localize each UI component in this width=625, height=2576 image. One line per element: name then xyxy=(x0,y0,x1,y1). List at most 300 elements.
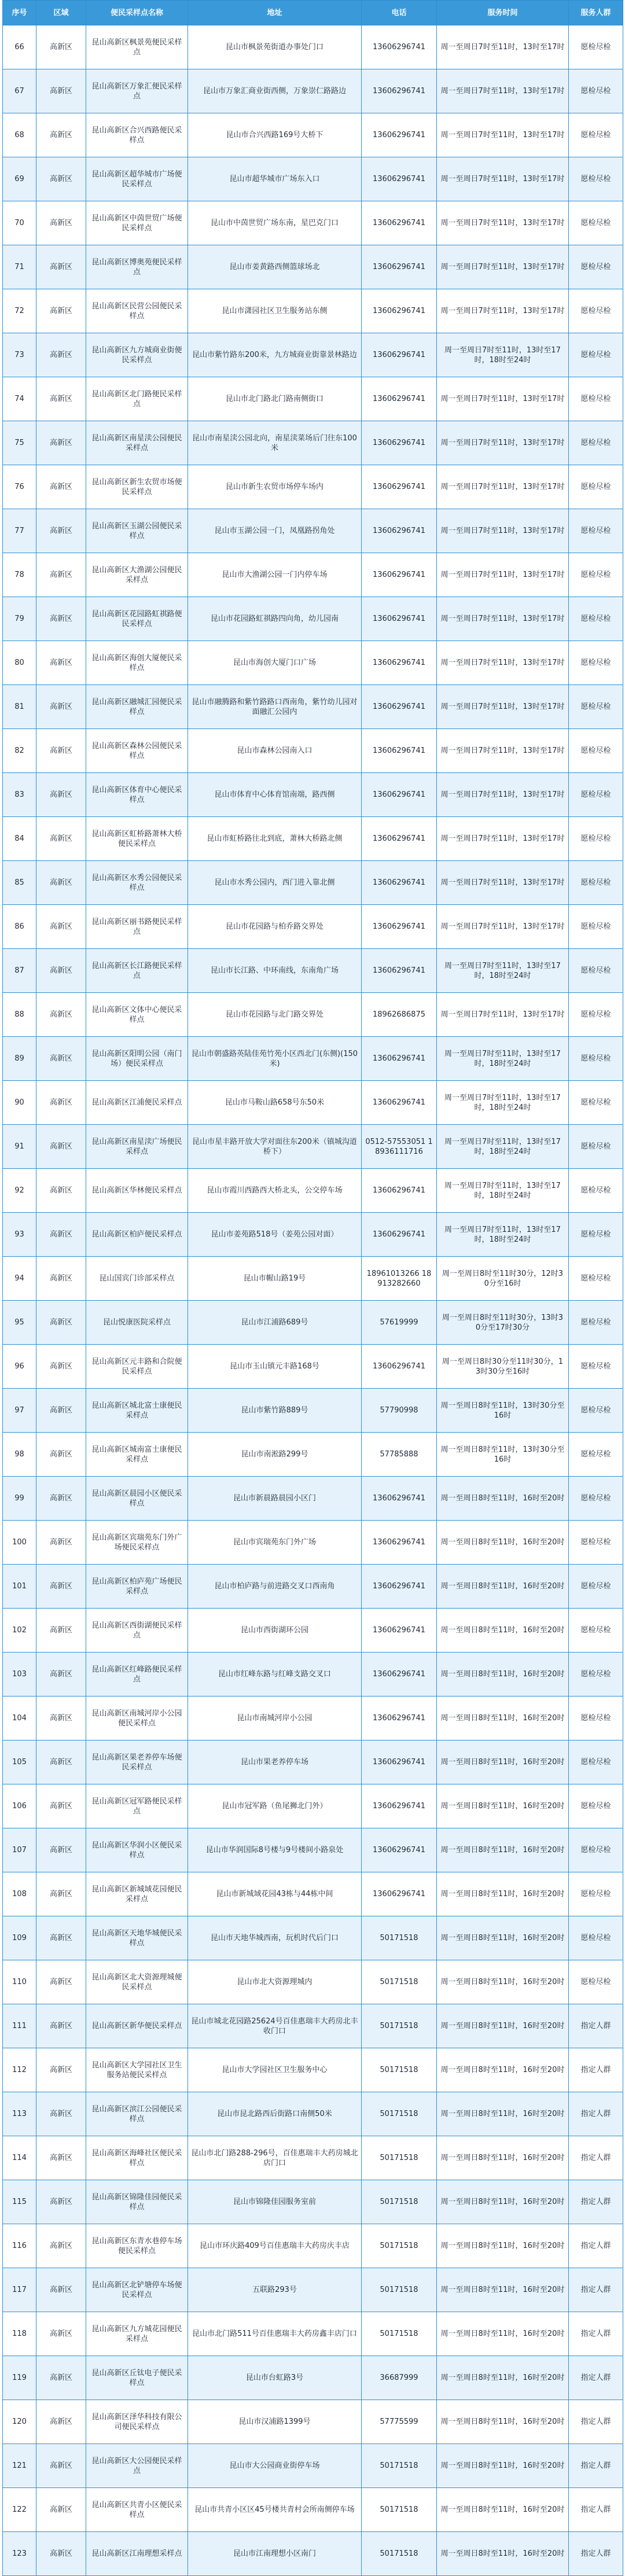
cell-phone: 13606296741 xyxy=(362,1740,437,1784)
table-row xyxy=(3,641,623,685)
table-row xyxy=(3,1960,623,2004)
cell-no: 109 xyxy=(3,1916,36,1960)
cell-phone: 13606296741 xyxy=(362,333,437,377)
cell-site-name: 昆山高新区大学园社区卫生服务站便民采样点 xyxy=(86,2048,188,2092)
cell-address: 昆山市大公园商业街停车场 xyxy=(188,2444,362,2488)
cell-service-group: 愿检尽检 xyxy=(569,1960,623,2004)
cell-area: 高新区 xyxy=(36,1521,86,1565)
cell-phone: 57790998 xyxy=(362,1389,437,1433)
cell-address: 昆山市潇园社区卫生服务站东侧 xyxy=(188,289,362,333)
cell-site-name: 昆山高新区新城域花园便民采样点 xyxy=(86,1872,188,1916)
cell-no: 99 xyxy=(3,1477,36,1521)
cell-area: 高新区 xyxy=(36,289,86,333)
cell-area: 高新区 xyxy=(36,69,86,113)
cell-site-name: 昆山高新区共青小区便民采样点 xyxy=(86,2488,188,2532)
cell-service-time: 周一至周日8时至11时，16时至20时 xyxy=(437,2444,569,2488)
cell-service-group: 愿检尽检 xyxy=(569,1653,623,1697)
cell-no: 67 xyxy=(3,69,36,113)
table-row xyxy=(3,1213,623,1257)
cell-service-group: 愿检尽检 xyxy=(569,1828,623,1872)
cell-no: 66 xyxy=(3,25,36,69)
cell-phone: 50171518 xyxy=(362,2224,437,2268)
cell-service-group: 指定人群 xyxy=(569,2004,623,2048)
cell-site-name: 昆山高新区元丰路和合院便民采样点 xyxy=(86,1345,188,1389)
cell-no: 78 xyxy=(3,553,36,597)
cell-no: 115 xyxy=(3,2180,36,2224)
cell-service-group: 指定人群 xyxy=(569,2136,623,2180)
cell-service-time: 周一至周日7时至11时，13时至17时 xyxy=(437,641,569,685)
cell-address: 昆山市合兴西路169号大桥下 xyxy=(188,113,362,157)
cell-address: 昆山市新晨路晨园小区门 xyxy=(188,1477,362,1521)
table-row xyxy=(3,2092,623,2136)
cell-no: 112 xyxy=(3,2048,36,2092)
cell-site-name: 昆山高新区宾瑞苑东门外广场便民采样点 xyxy=(86,1521,188,1565)
cell-area: 高新区 xyxy=(36,553,86,597)
cell-site-name: 昆山高新区柏庐便民采样点 xyxy=(86,1213,188,1257)
cell-service-group: 愿检尽检 xyxy=(569,1477,623,1521)
cell-area: 高新区 xyxy=(36,949,86,993)
cell-phone: 50171518 xyxy=(362,2048,437,2092)
cell-service-group: 愿检尽检 xyxy=(569,553,623,597)
cell-phone: 50171518 xyxy=(362,2004,437,2048)
cell-area: 高新区 xyxy=(36,1828,86,1872)
cell-service-group: 指定人群 xyxy=(569,2092,623,2136)
cell-service-group: 愿检尽检 xyxy=(569,69,623,113)
cell-area: 高新区 xyxy=(36,201,86,245)
cell-service-time: 周一至周日8时至11时，16时至20时 xyxy=(437,1477,569,1521)
cell-site-name: 昆山高新区北门路便民采样点 xyxy=(86,377,188,421)
cell-site-name: 昆山高新区西街湖便民采样点 xyxy=(86,1609,188,1653)
cell-no: 100 xyxy=(3,1521,36,1565)
cell-no: 95 xyxy=(3,1301,36,1345)
cell-service-group: 指定人群 xyxy=(569,2488,623,2532)
cell-service-group: 愿检尽检 xyxy=(569,861,623,905)
table-row xyxy=(3,2444,623,2488)
cell-phone: 18962686875 xyxy=(362,993,437,1037)
cell-service-group: 愿检尽检 xyxy=(569,1433,623,1477)
cell-service-time: 周一至周日8时至11时，16时至20时 xyxy=(437,1828,569,1872)
cell-site-name: 昆山悦康医院采样点 xyxy=(86,1301,188,1345)
cell-service-time: 周一至周日7时至11时，13时至17时 xyxy=(437,245,569,289)
cell-phone: 13606296741 xyxy=(362,1565,437,1609)
cell-address: 昆山市红峰东路与红峰支路交叉口 xyxy=(188,1653,362,1697)
table-row xyxy=(3,2312,623,2356)
cell-no: 75 xyxy=(3,421,36,465)
table-row xyxy=(3,1477,623,1521)
cell-address: 昆山市虹桥路往北到底，萧林大桥路北侧 xyxy=(188,817,362,861)
cell-area: 高新区 xyxy=(36,2400,86,2444)
table-row xyxy=(3,1565,623,1609)
cell-phone: 13606296741 xyxy=(362,949,437,993)
cell-address: 昆山市冠军路（鱼尾狮北门外） xyxy=(188,1784,362,1828)
cell-area: 高新区 xyxy=(36,1213,86,1257)
cell-address: 昆山市中茵世贸广场东南，星巴克门口 xyxy=(188,201,362,245)
cell-area: 高新区 xyxy=(36,641,86,685)
cell-phone: 18961013266 18913282660 xyxy=(362,1257,437,1301)
cell-area: 高新区 xyxy=(36,1872,86,1916)
cell-service-group: 愿检尽检 xyxy=(569,1565,623,1609)
cell-area: 高新区 xyxy=(36,1345,86,1389)
cell-service-time: 周一至周日8时至11时，13时30分至16时 xyxy=(437,1389,569,1433)
cell-phone: 13606296741 xyxy=(362,69,437,113)
cell-address: 昆山市海创大厦门口广场 xyxy=(188,641,362,685)
cell-no: 107 xyxy=(3,1828,36,1872)
cell-no: 120 xyxy=(3,2400,36,2444)
cell-phone: 13606296741 xyxy=(362,113,437,157)
cell-no: 84 xyxy=(3,817,36,861)
table-row xyxy=(3,113,623,157)
cell-site-name: 昆山高新区果老养停车场便民采样点 xyxy=(86,1740,188,1784)
cell-phone: 13606296741 xyxy=(362,1828,437,1872)
cell-service-time: 周一至周日7时至11时，13时至17时 xyxy=(437,729,569,773)
cell-service-group: 愿检尽检 xyxy=(569,949,623,993)
cell-site-name: 昆山高新区枫景苑便民采样点 xyxy=(86,25,188,69)
cell-no: 71 xyxy=(3,245,36,289)
table-body xyxy=(3,25,623,2576)
cell-area: 高新区 xyxy=(36,245,86,289)
cell-no: 86 xyxy=(3,905,36,949)
cell-no: 83 xyxy=(3,773,36,817)
cell-no: 74 xyxy=(3,377,36,421)
cell-site-name: 昆山高新区城南富士康便民采样点 xyxy=(86,1433,188,1477)
cell-service-group: 愿检尽检 xyxy=(569,597,623,641)
cell-site-name: 昆山高新区文体中心便民采样点 xyxy=(86,993,188,1037)
cell-no: 81 xyxy=(3,685,36,729)
table-row xyxy=(3,2488,623,2532)
table-row xyxy=(3,421,623,465)
cell-site-name: 昆山高新区阳明公园（南门场）便民采样点 xyxy=(86,1037,188,1081)
cell-address: 昆山市水秀公园内，西门进入靠北侧 xyxy=(188,861,362,905)
cell-service-time: 周一至周日8时至11时30分，12时30分至16时 xyxy=(437,1257,569,1301)
cell-service-group: 愿检尽检 xyxy=(569,817,623,861)
sampling-sites-table xyxy=(2,0,623,2576)
cell-address: 昆山市南城河岸小公园 xyxy=(188,1697,362,1740)
cell-site-name: 昆山高新区江南理想采样点 xyxy=(86,2532,188,2576)
table-row xyxy=(3,2048,623,2092)
cell-service-time: 周一至周日7时至11时，13时至17时 xyxy=(437,25,569,69)
cell-service-time: 周一至周日8时至11时，16时至20时 xyxy=(437,2048,569,2092)
cell-phone: 50171518 xyxy=(362,2532,437,2576)
cell-no: 72 xyxy=(3,289,36,333)
cell-phone: 13606296741 xyxy=(362,245,437,289)
cell-area: 高新区 xyxy=(36,1389,86,1433)
cell-service-time: 周一至周日7时至11时，13时至17时 xyxy=(437,289,569,333)
cell-no: 91 xyxy=(3,1125,36,1169)
cell-no: 92 xyxy=(3,1169,36,1213)
cell-phone: 13606296741 xyxy=(362,729,437,773)
cell-service-time: 周一至周日8时至11时，16时至20时 xyxy=(437,2004,569,2048)
cell-site-name: 昆山高新区东青水巷停车场便民采样点 xyxy=(86,2224,188,2268)
cell-site-name: 昆山高新区华林便民采样点 xyxy=(86,1169,188,1213)
cell-address: 昆山市花园路虹祺路四向角，幼儿园南 xyxy=(188,597,362,641)
cell-area: 高新区 xyxy=(36,2444,86,2488)
cell-address: 昆山市北门路北门路南侧街口 xyxy=(188,377,362,421)
cell-phone: 50171518 xyxy=(362,2488,437,2532)
table-row xyxy=(3,1521,623,1565)
table-row xyxy=(3,2180,623,2224)
cell-phone: 13606296741 xyxy=(362,685,437,729)
cell-address: 昆山市幄山路19号 xyxy=(188,1257,362,1301)
cell-phone: 13606296741 xyxy=(362,1697,437,1740)
cell-phone: 13606296741 xyxy=(362,465,437,509)
cell-address: 昆山市北大资源理城内 xyxy=(188,1960,362,2004)
cell-service-time: 周一至周日8时至11时，16时至20时 xyxy=(437,1872,569,1916)
table-row xyxy=(3,69,623,113)
cell-address: 昆山市锦隆佳园服务室前 xyxy=(188,2180,362,2224)
cell-phone: 13606296741 xyxy=(362,201,437,245)
header-area: 区域 xyxy=(36,1,86,25)
cell-address: 昆山市紫竹路889号 xyxy=(188,1389,362,1433)
cell-address: 昆山市共青小区区45号楼共青村会所南侧停车场 xyxy=(188,2488,362,2532)
cell-no: 73 xyxy=(3,333,36,377)
cell-no: 76 xyxy=(3,465,36,509)
cell-phone: 0512-57553051 18936111716 xyxy=(362,1125,437,1169)
cell-site-name: 昆山高新区长江路便民采样点 xyxy=(86,949,188,993)
cell-service-group: 愿检尽检 xyxy=(569,1301,623,1345)
cell-address: 昆山市北门路511号百佳惠瑞丰大药房鑫丰店门口 xyxy=(188,2312,362,2356)
cell-address: 昆山市花园路与柏乔路交界处 xyxy=(188,905,362,949)
cell-service-group: 愿检尽检 xyxy=(569,1916,623,1960)
cell-address: 昆山市玉山镇元丰路168号 xyxy=(188,1345,362,1389)
cell-no: 106 xyxy=(3,1784,36,1828)
cell-no: 110 xyxy=(3,1960,36,2004)
cell-service-group: 愿检尽检 xyxy=(569,993,623,1037)
cell-service-time: 周一至周日8时至11时，16时至20时 xyxy=(437,2224,569,2268)
header-service-group: 服务人群 xyxy=(569,1,623,25)
table-row xyxy=(3,2532,623,2576)
cell-site-name: 昆山高新区南城河岸小公园便民采样点 xyxy=(86,1697,188,1740)
cell-no: 68 xyxy=(3,113,36,157)
table-row xyxy=(3,861,623,905)
cell-site-name: 昆山国宾门诊部采样点 xyxy=(86,1257,188,1301)
cell-phone: 50171518 xyxy=(362,2312,437,2356)
table-row xyxy=(3,1609,623,1653)
cell-site-name: 昆山高新区大渔湖公园便民采样点 xyxy=(86,553,188,597)
table-row xyxy=(3,2268,623,2312)
cell-address: 昆山市江南理想小区南门 xyxy=(188,2532,362,2576)
cell-service-group: 愿检尽检 xyxy=(569,25,623,69)
cell-site-name: 昆山高新区南星渎公园便民采样点 xyxy=(86,421,188,465)
cell-site-name: 昆山高新区九方城花园便民采样点 xyxy=(86,2312,188,2356)
cell-address: 昆山市西街湖环公园 xyxy=(188,1609,362,1653)
cell-address: 昆山市超华城市广场东入口 xyxy=(188,157,362,201)
header-site-name: 便民采样点名称 xyxy=(86,1,188,25)
cell-service-time: 周一至周日7时至11时，13时至17时 xyxy=(437,597,569,641)
cell-address: 昆山市南星渎公园北向，南星渎菜场后门往东100米 xyxy=(188,421,362,465)
cell-phone: 57785888 xyxy=(362,1433,437,1477)
cell-service-group: 指定人群 xyxy=(569,2180,623,2224)
cell-area: 高新区 xyxy=(36,2048,86,2092)
cell-address: 昆山市姜黄路西侧篮球场北 xyxy=(188,245,362,289)
cell-service-time: 周一至周日8时至11时，16时至20时 xyxy=(437,2356,569,2400)
cell-phone: 13606296741 xyxy=(362,1521,437,1565)
cell-service-time: 周一至周日8时至11时，16时至20时 xyxy=(437,1784,569,1828)
cell-site-name: 昆山高新区合兴西路便民采样点 xyxy=(86,113,188,157)
cell-area: 高新区 xyxy=(36,25,86,69)
cell-area: 高新区 xyxy=(36,1653,86,1697)
cell-service-group: 指定人群 xyxy=(569,2312,623,2356)
cell-address: 昆山市宾瑞苑东门外广场 xyxy=(188,1521,362,1565)
cell-no: 122 xyxy=(3,2488,36,2532)
table-row xyxy=(3,1916,623,1960)
cell-site-name: 昆山高新区晨园小区便民采样点 xyxy=(86,1477,188,1521)
cell-service-time: 周一至周日8时至11时，16时至20时 xyxy=(437,1609,569,1653)
cell-service-group: 愿检尽检 xyxy=(569,1257,623,1301)
cell-no: 96 xyxy=(3,1345,36,1389)
cell-area: 高新区 xyxy=(36,1740,86,1784)
cell-service-group: 愿检尽检 xyxy=(569,1521,623,1565)
cell-service-time: 周一至周日8时至11时，16时至20时 xyxy=(437,2312,569,2356)
table-row xyxy=(3,597,623,641)
table-row xyxy=(3,289,623,333)
cell-area: 高新区 xyxy=(36,817,86,861)
cell-phone: 13606296741 xyxy=(362,421,437,465)
cell-address: 昆山市紫竹路东200米，九方城商业街靠景林路边 xyxy=(188,333,362,377)
table-row xyxy=(3,1389,623,1433)
cell-address: 昆山市森林公园南入口 xyxy=(188,729,362,773)
table-row xyxy=(3,773,623,817)
cell-site-name: 昆山高新区红峰路便民采样点 xyxy=(86,1653,188,1697)
cell-site-name: 昆山高新区滨江公园便民采样点 xyxy=(86,2092,188,2136)
cell-phone: 13606296741 xyxy=(362,905,437,949)
cell-service-time: 周一至周日7时至11时，13时至17时 xyxy=(437,69,569,113)
cell-area: 高新区 xyxy=(36,685,86,729)
cell-area: 高新区 xyxy=(36,1697,86,1740)
cell-no: 80 xyxy=(3,641,36,685)
cell-service-group: 愿检尽检 xyxy=(569,1872,623,1916)
cell-site-name: 昆山高新区玉湖公园便民采样点 xyxy=(86,509,188,553)
cell-address: 昆山市昆北路西后街路口南侧50米 xyxy=(188,2092,362,2136)
cell-area: 高新区 xyxy=(36,1081,86,1125)
table-row xyxy=(3,1697,623,1740)
cell-site-name: 昆山高新区华润小区便民采样点 xyxy=(86,1828,188,1872)
table-row xyxy=(3,905,623,949)
cell-phone: 13606296741 xyxy=(362,1784,437,1828)
cell-site-name: 昆山高新区超华城市广场便民采样点 xyxy=(86,157,188,201)
cell-area: 高新区 xyxy=(36,729,86,773)
table-row xyxy=(3,553,623,597)
cell-area: 高新区 xyxy=(36,905,86,949)
cell-no: 97 xyxy=(3,1389,36,1433)
cell-phone: 13606296741 xyxy=(362,1081,437,1125)
cell-phone: 50171518 xyxy=(362,2444,437,2488)
cell-site-name: 昆山高新区南星渎广场便民采样点 xyxy=(86,1125,188,1169)
cell-phone: 50171518 xyxy=(362,2180,437,2224)
header-address: 地址 xyxy=(188,1,362,25)
cell-service-group: 愿检尽检 xyxy=(569,509,623,553)
cell-service-group: 愿检尽检 xyxy=(569,1169,623,1213)
cell-service-time: 周一至周日7时至11时，13时至17时 xyxy=(437,773,569,817)
cell-address: 昆山市马鞍山路658号东50米 xyxy=(188,1081,362,1125)
cell-no: 121 xyxy=(3,2444,36,2488)
table-row xyxy=(3,2136,623,2180)
cell-site-name: 昆山高新区北大资源理城便民采样点 xyxy=(86,1960,188,2004)
cell-service-time: 周一至周日8时至11时，16时至20时 xyxy=(437,1740,569,1784)
cell-site-name: 昆山高新区海峰社区便民采样点 xyxy=(86,2136,188,2180)
cell-no: 104 xyxy=(3,1697,36,1740)
table-row xyxy=(3,993,623,1037)
cell-no: 102 xyxy=(3,1609,36,1653)
cell-service-time: 周一至周日8时至11时，16时至20时 xyxy=(437,2180,569,2224)
cell-service-group: 愿检尽检 xyxy=(569,905,623,949)
table-row xyxy=(3,2356,623,2400)
table-row xyxy=(3,1169,623,1213)
table-row xyxy=(3,157,623,201)
cell-no: 79 xyxy=(3,597,36,641)
cell-service-time: 周一至周日8时至11时，16时至20时 xyxy=(437,1653,569,1697)
cell-service-group: 指定人群 xyxy=(569,2444,623,2488)
cell-area: 高新区 xyxy=(36,157,86,201)
cell-phone: 13606296741 xyxy=(362,861,437,905)
cell-area: 高新区 xyxy=(36,1609,86,1653)
cell-service-group: 指定人群 xyxy=(569,2048,623,2092)
table-row xyxy=(3,509,623,553)
cell-area: 高新区 xyxy=(36,2312,86,2356)
table-row xyxy=(3,1345,623,1389)
cell-service-time: 周一至周日8时至11时，16时至20时 xyxy=(437,2268,569,2312)
table-row xyxy=(3,729,623,773)
cell-service-group: 指定人群 xyxy=(569,2224,623,2268)
table-row xyxy=(3,1828,623,1872)
cell-area: 高新区 xyxy=(36,773,86,817)
cell-no: 69 xyxy=(3,157,36,201)
cell-address: 昆山市台虹路3号 xyxy=(188,2356,362,2400)
cell-no: 118 xyxy=(3,2312,36,2356)
cell-service-time: 周一至周日7时至11时，13时至17时 xyxy=(437,201,569,245)
cell-service-time: 周一至周日7时至11时，13时至17时，18时至24时 xyxy=(437,1081,569,1125)
cell-no: 108 xyxy=(3,1872,36,1916)
cell-no: 103 xyxy=(3,1653,36,1697)
cell-site-name: 昆山高新区海创大厦便民采样点 xyxy=(86,641,188,685)
cell-service-group: 愿检尽检 xyxy=(569,333,623,377)
cell-address: 昆山市柏庐路与前进路交叉口西南角 xyxy=(188,1565,362,1609)
cell-service-time: 周一至周日7时至11时，13时至17时 xyxy=(437,685,569,729)
cell-address: 昆山市果老养停车场 xyxy=(188,1740,362,1784)
cell-no: 114 xyxy=(3,2136,36,2180)
cell-no: 70 xyxy=(3,201,36,245)
cell-service-time: 周一至周日7时至11时，13时至17时 xyxy=(437,509,569,553)
cell-phone: 13606296741 xyxy=(362,1037,437,1081)
table-row xyxy=(3,1433,623,1477)
cell-no: 119 xyxy=(3,2356,36,2400)
cell-service-group: 愿检尽检 xyxy=(569,1081,623,1125)
cell-service-group: 愿检尽检 xyxy=(569,157,623,201)
cell-area: 高新区 xyxy=(36,2180,86,2224)
cell-service-time: 周一至周日7时至11时，13时至17时，18时至24时 xyxy=(437,1169,569,1213)
cell-address: 昆山市霞川西路西大桥北头，公交停车场 xyxy=(188,1169,362,1213)
table-row xyxy=(3,1740,623,1784)
cell-service-group: 指定人群 xyxy=(569,2268,623,2312)
cell-area: 高新区 xyxy=(36,1960,86,2004)
cell-area: 高新区 xyxy=(36,113,86,157)
cell-area: 高新区 xyxy=(36,1037,86,1081)
cell-area: 高新区 xyxy=(36,2488,86,2532)
cell-no: 98 xyxy=(3,1433,36,1477)
cell-area: 高新区 xyxy=(36,1125,86,1169)
cell-no: 94 xyxy=(3,1257,36,1301)
cell-area: 高新区 xyxy=(36,2268,86,2312)
cell-address: 昆山市南淞路299号 xyxy=(188,1433,362,1477)
cell-service-group: 愿检尽检 xyxy=(569,1125,623,1169)
cell-no: 123 xyxy=(3,2532,36,2576)
table-row xyxy=(3,685,623,729)
header-no: 序号 xyxy=(3,1,36,25)
cell-area: 高新区 xyxy=(36,377,86,421)
cell-service-group: 愿检尽检 xyxy=(569,465,623,509)
cell-area: 高新区 xyxy=(36,1784,86,1828)
cell-area: 高新区 xyxy=(36,509,86,553)
cell-service-group: 指定人群 xyxy=(569,2400,623,2444)
